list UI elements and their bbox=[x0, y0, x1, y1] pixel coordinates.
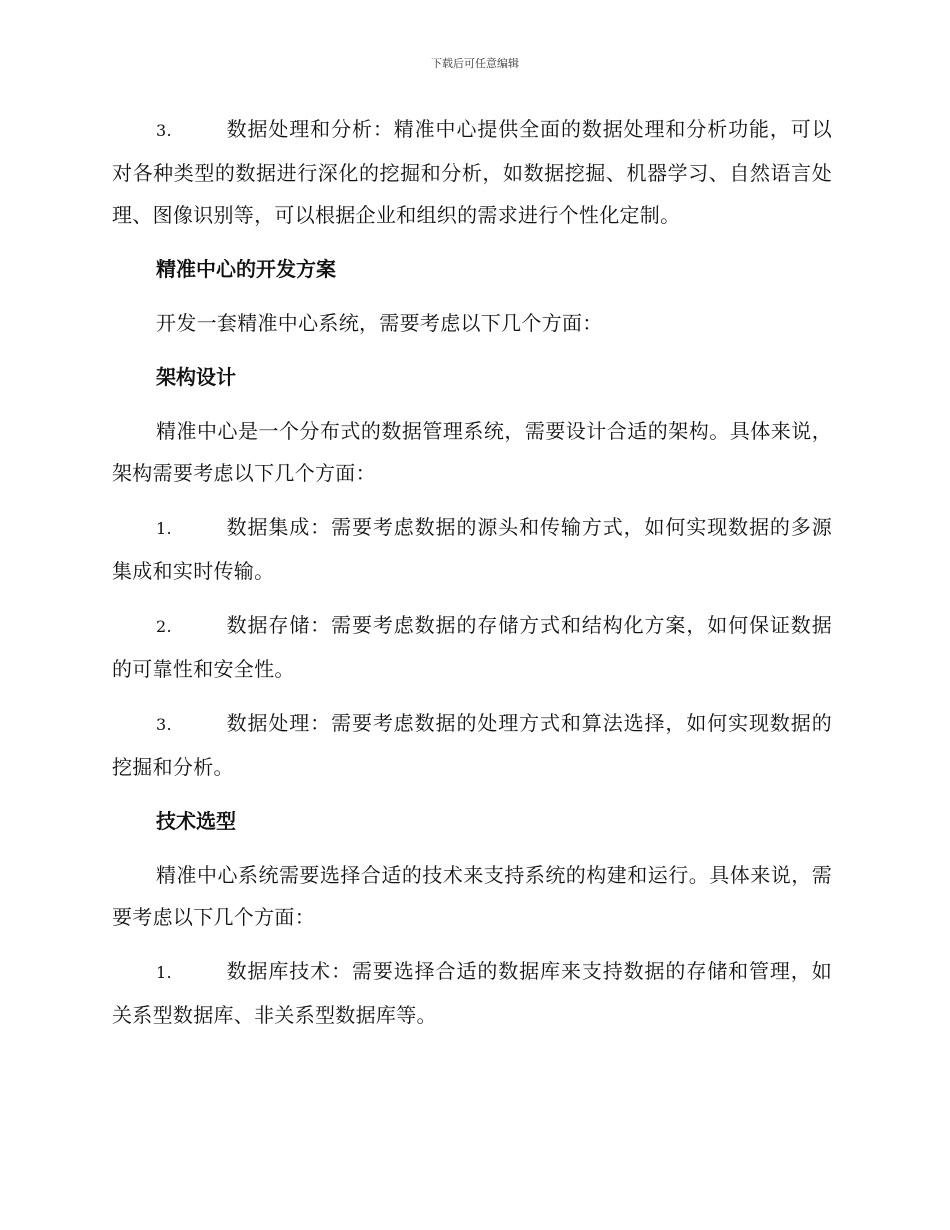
section-heading: 精准中心的开发方案 bbox=[156, 257, 336, 281]
list-number: 2. bbox=[156, 617, 172, 636]
list-text: 数据集成：需要考虑数据的源头和传输方式，如何实现数据的多源集成和实时传输。 bbox=[112, 515, 832, 583]
list-number: 3. bbox=[156, 121, 172, 140]
section-heading: 架构设计 bbox=[156, 365, 236, 389]
list-text: 数据存储：需要考虑数据的存储方式和结构化方案，如何保证数据的可靠性和安全性。 bbox=[112, 613, 832, 681]
page-header: 下载后可任意编辑 bbox=[431, 57, 519, 70]
list-item bbox=[112, 702, 832, 788]
list-number: 1. bbox=[156, 519, 172, 538]
document-body bbox=[112, 108, 832, 1048]
paragraph: 精准中心系统需要选择合适的技术来支持系统的构建和运行。具体来说，需要考虑以下几个方面： bbox=[112, 863, 832, 929]
list-item bbox=[112, 506, 832, 592]
list-text: 数据处理：需要考虑数据的处理方式和算法选择，如何实现数据的挖掘和分析。 bbox=[112, 711, 832, 779]
list-number: 3. bbox=[156, 715, 172, 734]
list-item bbox=[112, 604, 832, 690]
list-text: 数据库技术：需要选择合适的数据库来支持数据的存储和管理，如关系型数据库、非关系型数据库等。 bbox=[112, 959, 832, 1027]
paragraph: 开发一套精准中心系统，需要考虑以下几个方面： bbox=[156, 311, 603, 335]
list-text: 数据处理和分析：精准中心提供全面的数据处理和分析功能，可以对各种类型的数据进行深化的挖掘和分析，如数据挖掘、机器学习、自然语言处理、图像识别等，可以根据企业和组织的需求进行个性化定制。 bbox=[112, 117, 832, 227]
list-number: 1. bbox=[156, 963, 172, 982]
list-item bbox=[112, 108, 832, 236]
section-heading: 技术选型 bbox=[156, 809, 236, 833]
paragraph: 精准中心是一个分布式的数据管理系统，需要设计合适的架构。具体来说，架构需要考虑以下几个方面： bbox=[112, 419, 832, 485]
list-item bbox=[112, 950, 832, 1036]
